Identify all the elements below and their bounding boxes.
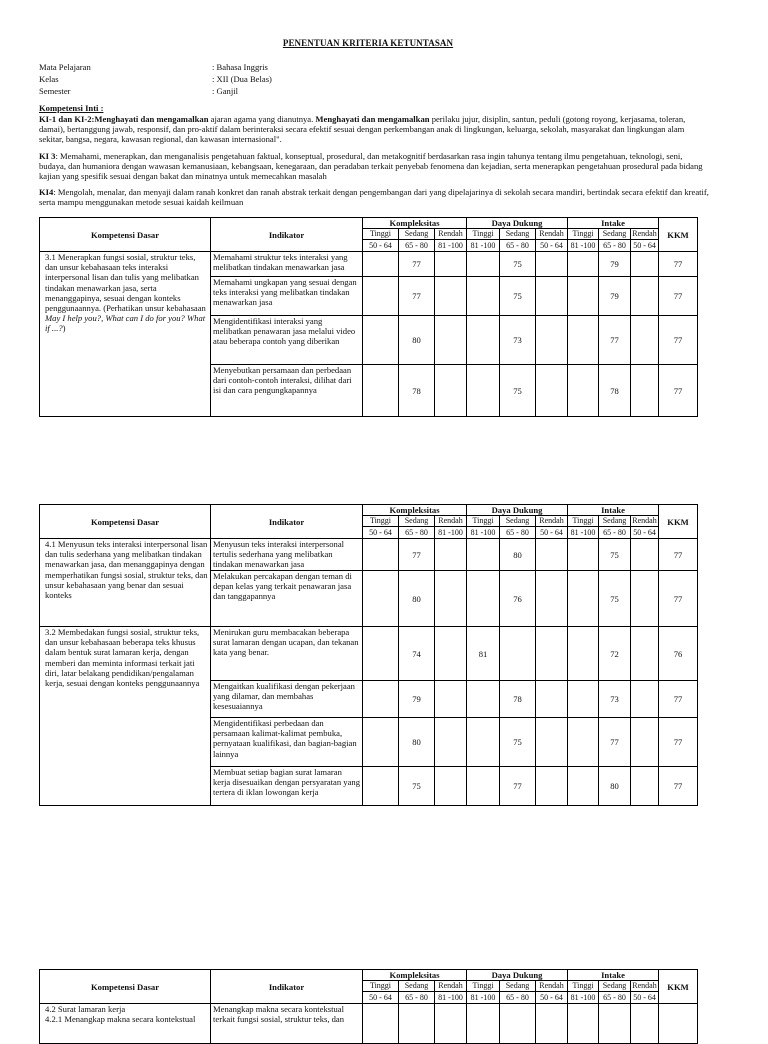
header-row xyxy=(40,970,698,981)
indikator-cell: Melakukan percakapan dengan teman di depan kelas yang terkait penawaran jasa dan tanggapannya xyxy=(211,571,363,627)
score-cell xyxy=(631,365,659,417)
kompleksitas-range-label: 50 - 64 xyxy=(363,527,399,539)
header-daya-dukung: Daya Dukung xyxy=(467,218,568,229)
score-cell xyxy=(568,627,599,681)
kd-text: 3.2 Membedakan fungsi sosial, struktur teks, dan unsur kebahasaan beberapa teks khusus dalam bentuk surat lamaran kerja, dengan memberi dan meminta informasi terkait jati diri, latar belakang pendidikan/pengalaman kerja, sesuai dengan konteks penggunaannya xyxy=(45,627,200,688)
score-cell xyxy=(435,718,467,767)
score-cell xyxy=(631,316,659,365)
kkm-value: 77 xyxy=(659,539,698,571)
meta-row xyxy=(39,74,339,86)
indikator-cell: Mengidentifikasi perbedaan dan persamaan kalimat-kalimat pembuka, pernyataan kualifikasi, dan bagian-bagian lainnya xyxy=(211,718,363,767)
meta-row xyxy=(39,86,339,98)
subject-meta xyxy=(39,62,339,98)
indikator-cell: Memahami ungkapan yang sesuai dengan teks interaksi yang melibatkan tindakan menawarkan jasa xyxy=(211,277,363,316)
kompleksitas-range-label: 81 -100 xyxy=(435,240,467,252)
table-row xyxy=(40,539,698,571)
score-cell xyxy=(467,571,500,627)
score-cell xyxy=(363,718,399,767)
score-cell xyxy=(568,767,599,806)
score-cell xyxy=(631,681,659,718)
header-intake: Intake xyxy=(568,505,659,516)
kompleksitas-level-label: Tinggi xyxy=(363,516,399,527)
kompetensi-inti-heading: Kompetensi Inti : xyxy=(39,103,104,113)
score-cell: 80 xyxy=(599,767,631,806)
score-cell: 73 xyxy=(500,316,536,365)
score-cell: 75 xyxy=(500,718,536,767)
score-cell: 79 xyxy=(399,681,435,718)
daya-dukung-range-label: 81 -100 xyxy=(467,992,500,1004)
intake-range-label: 50 - 64 xyxy=(631,240,659,252)
score-cell xyxy=(467,681,500,718)
score-cell xyxy=(435,571,467,627)
kompleksitas-level-label: Rendah xyxy=(435,981,467,992)
score-cell xyxy=(467,277,500,316)
header-row xyxy=(40,505,698,516)
daya-dukung-level-label: Sedang xyxy=(500,229,536,240)
score-cell: 79 xyxy=(599,252,631,277)
score-cell xyxy=(363,681,399,718)
score-cell xyxy=(467,718,500,767)
intake-level-label: Tinggi xyxy=(568,516,599,527)
kompleksitas-range-label: 50 - 64 xyxy=(363,992,399,1004)
score-cell: 80 xyxy=(399,718,435,767)
score-cell: 78 xyxy=(500,681,536,718)
ki12-bold-2: Menghayati dan mengamalkan xyxy=(315,114,430,124)
score-cell xyxy=(536,252,568,277)
header-indikator: Indikator xyxy=(211,970,363,1004)
score-cell xyxy=(631,718,659,767)
ki-3-paragraph xyxy=(39,151,709,181)
daya-dukung-range-label: 81 -100 xyxy=(467,527,500,539)
kompleksitas-level-label: Tinggi xyxy=(363,981,399,992)
kkm-value: 77 xyxy=(659,767,698,806)
score-cell xyxy=(536,539,568,571)
intake-level-label: Sedang xyxy=(599,981,631,992)
daya-dukung-range-label: 81 -100 xyxy=(467,240,500,252)
score-cell: 73 xyxy=(599,681,631,718)
header-kkm: KKM xyxy=(659,970,698,1004)
kkm-table-1 xyxy=(39,217,698,417)
score-cell xyxy=(536,681,568,718)
meta-key: Kelas xyxy=(39,74,59,84)
score-cell xyxy=(631,627,659,681)
score-cell xyxy=(467,365,500,417)
daya-dukung-range-label: 50 - 64 xyxy=(536,240,568,252)
score-cell xyxy=(568,316,599,365)
score-cell: 75 xyxy=(500,277,536,316)
ki12-text-1: ajaran agama yang dianutnya. xyxy=(208,114,316,124)
intake-level-label: Sedang xyxy=(599,516,631,527)
kompleksitas-level-label: Sedang xyxy=(399,981,435,992)
daya-dukung-range-label: 65 - 80 xyxy=(500,527,536,539)
meta-value: : Bahasa Inggris xyxy=(212,62,268,72)
meta-value: : Ganjil xyxy=(212,86,239,96)
score-cell: 79 xyxy=(599,277,631,316)
kkm-value: 77 xyxy=(659,316,698,365)
ki12-label: KI-1 dan KI-2: xyxy=(39,114,95,124)
score-cell: 80 xyxy=(399,316,435,365)
intake-level-label: Tinggi xyxy=(568,981,599,992)
score-cell xyxy=(631,252,659,277)
score-cell xyxy=(435,277,467,316)
meta-key: Mata Pelajaran xyxy=(39,62,91,72)
score-cell xyxy=(435,627,467,681)
header-daya-dukung: Daya Dukung xyxy=(467,505,568,516)
kkm-value: 77 xyxy=(659,571,698,627)
score-cell xyxy=(500,627,536,681)
score-cell xyxy=(536,571,568,627)
score-cell: 75 xyxy=(599,539,631,571)
ki4-text: : Mengolah, menalar, dan menyaji dalam ranah konkret dan ranah abstrak terkait dengan pengembangan dari yang dipelajarinya di sekolah secara mandiri, bertindak secara efektif dan kreatif, serta mampu menggunakan metode sesuai kaidah keilmuan xyxy=(39,187,709,208)
kkm-value: 77 xyxy=(659,252,698,277)
kompleksitas-range-label: 81 -100 xyxy=(435,992,467,1004)
score-cell xyxy=(568,571,599,627)
indikator-cell: Memahami struktur teks interaksi yang melibatkan tindakan menawarkan jasa xyxy=(211,252,363,277)
indikator-cell: Membuat setiap bagian surat lamaran kerja disesuaikan dengan persyaratan yang tertera di iklan lowongan kerja xyxy=(211,767,363,806)
score-cell xyxy=(363,539,399,571)
score-cell: 81 xyxy=(467,627,500,681)
header-kompleksitas: Kompleksitas xyxy=(363,505,467,516)
intake-level-label: Tinggi xyxy=(568,229,599,240)
daya-dukung-range-label: 65 - 80 xyxy=(500,992,536,1004)
score-cell xyxy=(631,767,659,806)
kompetensi-dasar-cell xyxy=(40,627,211,806)
score-cell: 77 xyxy=(599,718,631,767)
kkm-table-2 xyxy=(39,504,698,806)
kompleksitas-level-label: Sedang xyxy=(399,229,435,240)
indikator-cell: Menyusun teks interaksi interpersonal tertulis sederhana yang melibatkan tindakan menawarkan jasa xyxy=(211,539,363,571)
score-cell xyxy=(536,316,568,365)
score-cell xyxy=(568,681,599,718)
indikator-cell: Menirukan guru membacakan beberapa surat lamaran dengan ucapan, dan tekanan kata yang benar. xyxy=(211,627,363,681)
score-cell: 77 xyxy=(599,316,631,365)
intake-range-label: 81 -100 xyxy=(568,992,599,1004)
header-kompetensi-dasar: Kompetensi Dasar xyxy=(40,218,211,252)
score-cell xyxy=(568,277,599,316)
daya-dukung-range-label: 50 - 64 xyxy=(536,992,568,1004)
score-cell xyxy=(467,539,500,571)
score-cell xyxy=(467,767,500,806)
indikator-cell: Menyebutkan persamaan dan perbedaan dari contoh-contoh interaksi, dilihat dari isi dan cara pengungkapannya xyxy=(211,365,363,417)
kkm-value: 77 xyxy=(659,277,698,316)
indikator-cell: Mengidentifikasi interaksi yang melibatkan penawaran jasa melalui video atau beberapa contoh yang diberikan xyxy=(211,316,363,365)
kompleksitas-level-label: Rendah xyxy=(435,516,467,527)
score-cell xyxy=(363,316,399,365)
intake-range-label: 65 - 80 xyxy=(599,992,631,1004)
score-cell xyxy=(363,627,399,681)
kd-text: 4.2 Surat lamaran kerja 4.2.1 Menangkap makna secara kontekstual xyxy=(45,1004,196,1025)
indikator-cell: Menangkap makna secara kontekstual terkait fungsi sosial, struktur teks, dan xyxy=(211,1004,363,1044)
kkm-value: 77 xyxy=(659,681,698,718)
score-cell xyxy=(631,539,659,571)
score-cell xyxy=(467,316,500,365)
score-cell xyxy=(536,627,568,681)
header-indikator: Indikator xyxy=(211,218,363,252)
header-kkm: KKM xyxy=(659,505,698,539)
daya-dukung-level-label: Sedang xyxy=(500,516,536,527)
score-cell xyxy=(568,718,599,767)
header-daya-dukung: Daya Dukung xyxy=(467,970,568,981)
score-cell: 77 xyxy=(399,277,435,316)
intake-range-label: 65 - 80 xyxy=(599,527,631,539)
header-indikator: Indikator xyxy=(211,505,363,539)
header-intake: Intake xyxy=(568,970,659,981)
score-cell: 78 xyxy=(399,365,435,417)
table-row xyxy=(40,252,698,277)
score-cell xyxy=(536,767,568,806)
intake-range-label: 65 - 80 xyxy=(599,240,631,252)
score-cell xyxy=(536,277,568,316)
kompetensi-dasar-cell xyxy=(40,539,211,627)
score-cell xyxy=(363,571,399,627)
kkm-value: 76 xyxy=(659,627,698,681)
intake-range-label: 50 - 64 xyxy=(631,527,659,539)
score-cell: 77 xyxy=(500,767,536,806)
score-cell: 76 xyxy=(500,571,536,627)
score-cell: 80 xyxy=(399,571,435,627)
intake-range-label: 81 -100 xyxy=(568,527,599,539)
score-cell xyxy=(435,252,467,277)
intake-level-label: Rendah xyxy=(632,981,657,991)
score-cell xyxy=(363,767,399,806)
score-cell xyxy=(435,316,467,365)
score-cell: 80 xyxy=(500,539,536,571)
score-cell: 75 xyxy=(500,365,536,417)
daya-dukung-level-label: Tinggi xyxy=(467,981,500,992)
header-kompleksitas: Kompleksitas xyxy=(363,970,467,981)
kompleksitas-range-label: 65 - 80 xyxy=(399,240,435,252)
score-cell xyxy=(363,277,399,316)
score-cell xyxy=(435,767,467,806)
daya-dukung-range-label: 65 - 80 xyxy=(500,240,536,252)
kompleksitas-level-label: Tinggi xyxy=(363,229,399,240)
score-cell xyxy=(631,571,659,627)
ki3-text: : Memahami, menerapkan, dan menganalisis pengetahuan faktual, konseptual, prosedural, dan metakognitif berdasarkan rasa ingin tahunya tentang ilmu pengetahuan, teknologi, seni, budaya, dan humaniora dengan wawasan kemanusiaan, kebangsaan, kenegaraan, dan peradaban terkait penyebab fenomena dan kejadian, serta menerapkan pengetahuan prosedural pada bidang kajian yang spesifik sesuai dengan bakat dan minatnya untuk memecahkan masalah xyxy=(39,151,703,182)
ki3-label: KI 3 xyxy=(39,151,56,161)
ki12-text-2: perilaku jujur, disiplin, santun, peduli (gotong royong, kerjasama, toleran, damai), bertanggung jawab, responsif, dan pro-aktif dalam berinteraksi secara efektif sesuai dengan perkembangan anak di lingkungan, keluarga, sekolah, masyarakat dan lingkungan alam sekitar, bangsa, negara, kawasan regional, dan kawasan internasional". xyxy=(39,114,686,145)
kd-text: 4.1 Menyusun teks interaksi interpersonal lisan dan tulis sederhana yang melibatkan tindakan menawarkan jasa, dan menanggapinya dengan memperhatikan fungsi sosial, struktur teks, dan unsur kebahasaan yang benar dan sesuai konteks xyxy=(45,539,208,600)
score-cell: 77 xyxy=(399,252,435,277)
kompleksitas-range-label: 50 - 64 xyxy=(363,240,399,252)
daya-dukung-level-label: Tinggi xyxy=(467,516,500,527)
kompleksitas-range-label: 65 - 80 xyxy=(399,992,435,1004)
score-cell: 77 xyxy=(399,539,435,571)
kompleksitas-range-label: 65 - 80 xyxy=(399,527,435,539)
score-cell: 72 xyxy=(599,627,631,681)
kkm-table-3 xyxy=(39,969,698,1044)
header-kompetensi-dasar: Kompetensi Dasar xyxy=(40,970,211,1004)
header-kompetensi-dasar: Kompetensi Dasar xyxy=(40,505,211,539)
ki-1-2-paragraph xyxy=(39,114,709,144)
score-cell xyxy=(568,252,599,277)
kd-italic-text: May I help you?, What can I do for you? What if ...? xyxy=(45,312,206,334)
kd-tail-text: ) xyxy=(62,323,66,334)
meta-key: Semester xyxy=(39,86,71,96)
daya-dukung-level-label: Rendah xyxy=(536,229,568,240)
score-cell xyxy=(363,252,399,277)
header-kompleksitas: Kompleksitas xyxy=(363,218,467,229)
score-cell xyxy=(435,681,467,718)
score-cell xyxy=(568,365,599,417)
header-intake: Intake xyxy=(568,218,659,229)
kkm-value: 77 xyxy=(659,718,698,767)
meta-row xyxy=(39,62,339,74)
intake-level-label: Rendah xyxy=(632,516,657,526)
score-cell xyxy=(631,277,659,316)
score-cell: 78 xyxy=(599,365,631,417)
daya-dukung-level-label: Rendah xyxy=(536,516,568,527)
intake-range-label: 50 - 64 xyxy=(631,992,659,1004)
kd-text: 3.1 Menerapkan fungsi sosial, struktur teks, dan unsur kebahasaan teks interaksi interpersonal lisan dan tulis yang melibatkan tindakan menawarkan jasa, serta menanggapinya, sesuai dengan konteks penggunaannya. (Perhatikan unsur kebahasaan xyxy=(45,252,206,313)
meta-value: : XII (Dua Belas) xyxy=(212,74,272,84)
kompleksitas-level-label: Sedang xyxy=(399,516,435,527)
score-cell xyxy=(536,718,568,767)
ki4-label: KI4 xyxy=(39,187,54,197)
intake-level-label: Sedang xyxy=(599,229,631,240)
score-cell: 75 xyxy=(399,767,435,806)
intake-range-label: 81 -100 xyxy=(568,240,599,252)
ki-4-paragraph xyxy=(39,187,709,207)
indikator-cell: Mengaitkan kualifikasi dengan pekerjaan yang dilamar, dan membahas kesesuaiannya xyxy=(211,681,363,718)
kompleksitas-range-label: 81 -100 xyxy=(435,527,467,539)
header-kkm: KKM xyxy=(659,218,698,252)
header-row xyxy=(40,218,698,229)
daya-dukung-range-label: 50 - 64 xyxy=(536,527,568,539)
score-cell: 75 xyxy=(500,252,536,277)
score-cell: 75 xyxy=(599,571,631,627)
daya-dukung-level-label: Rendah xyxy=(536,981,568,992)
score-cell xyxy=(568,539,599,571)
score-cell xyxy=(435,365,467,417)
score-cell xyxy=(435,539,467,571)
score-cell: 74 xyxy=(399,627,435,681)
table-row xyxy=(40,627,698,681)
daya-dukung-level-label: Sedang xyxy=(500,981,536,992)
daya-dukung-level-label: Tinggi xyxy=(467,229,500,240)
kkm-value: 77 xyxy=(659,365,698,417)
ki12-bold-1: Menghayati dan mengamalkan xyxy=(94,114,209,124)
score-cell xyxy=(363,365,399,417)
score-cell xyxy=(536,365,568,417)
score-cell xyxy=(467,252,500,277)
kompleksitas-level-label: Rendah xyxy=(435,229,467,240)
document-title: PENENTUAN KRITERIA KETUNTASAN xyxy=(282,38,454,48)
intake-level-label: Rendah xyxy=(632,229,657,239)
kompetensi-dasar-cell xyxy=(40,252,211,417)
